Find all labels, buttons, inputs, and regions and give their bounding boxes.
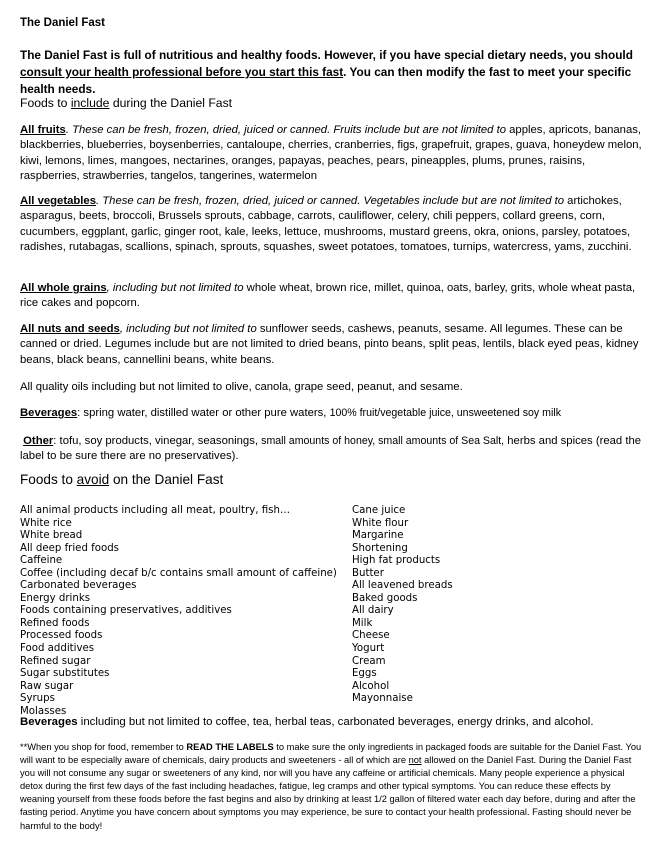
- vegetables-text: artichokes, asparagus, beets, broccoli, Brussels sprouts, cabbage, carrots, cauliflower, celery, chili peppers, collard greens, corn, cucumbers, eggplant, garlic, ginger root, kale, leeks, lettuce, mushrooms, mustard greens, okra, onions, parsley, potatoes, radishes, rutabagas, scallions, spinach, sprouts, squashes, sweet potatoes, tomatoes, turnips, watercress, yams, zucchini.: [20, 195, 632, 254]
- avoid-list-item: Refined foods: [20, 617, 90, 629]
- avoid-heading: [20, 472, 223, 487]
- avoid-list-item: White rice: [20, 517, 72, 529]
- avoid-list-item: Shortening: [352, 542, 408, 554]
- avoid-list-item: Mayonnaise: [352, 693, 413, 705]
- vegetables-paragraph: [20, 194, 646, 256]
- avoid-list-item: Sugar substitutes: [20, 668, 110, 680]
- intro-text: The Daniel Fast is full of nutritious and healthy foods. However, if you have special dietary needs, you should: [20, 48, 633, 62]
- avoid-list-item: Yogurt: [352, 643, 385, 655]
- nuts-label: All nuts and seeds: [20, 323, 120, 335]
- other-small: small amounts of honey, small amounts of Sea Salt,: [261, 435, 505, 447]
- beverages-avoid-paragraph: [20, 716, 594, 728]
- avoid-list-item: White bread: [20, 530, 83, 542]
- avoid-list-item: Margarine: [352, 530, 404, 542]
- avoid-list-item: Coffee (including decaf b/c contains small amount of caffeine): [20, 567, 337, 579]
- fruits-italic: . These can be fresh, frozen, dried, juiced or canned. Fruits include but are not limited to: [65, 124, 507, 136]
- avoid-list-item: All dairy: [352, 605, 394, 617]
- nuts-italic: , including but not limited to: [119, 323, 257, 335]
- note-text: **When you shop for food, remember to: [20, 742, 187, 752]
- avoid-list-item: Baked goods: [352, 592, 418, 604]
- fruits-paragraph: [20, 123, 646, 185]
- avoid-list-item: Milk: [352, 617, 373, 629]
- beverages-label: Beverages: [20, 407, 78, 419]
- intro-paragraph: [20, 47, 648, 98]
- grains-italic: , including but not limited to: [106, 282, 244, 294]
- vegetables-italic: . These can be fresh, frozen, dried, juiced or canned. Vegetables include but are not limited to: [95, 195, 565, 207]
- avoid-list-item: Cane juice: [352, 505, 406, 516]
- avoid-list-item: Eggs: [352, 668, 377, 680]
- note-bold: READ THE LABELS: [186, 742, 274, 752]
- shopping-note: [20, 741, 646, 833]
- avoid-list-item: Raw sugar: [20, 680, 74, 692]
- beverages-small: 100% fruit/vegetable juice, unsweetened soy milk: [329, 407, 562, 419]
- avoid-list-item: Alcohol: [352, 680, 390, 692]
- avoid-list-item: Food additives: [20, 643, 95, 655]
- avoid-list-item: All animal products including all meat, poultry, fish…: [20, 505, 291, 516]
- heading-underlined: include: [70, 96, 110, 110]
- other-paragraph: [20, 434, 646, 465]
- nuts-text: sunflower seeds, cashews, peanuts, sesame. All legumes. These can be canned or dried. Legumes include but are not limited to dried beans, pinto beans, split peas, lentils, black eyed peas, kidney beans, black beans, cannellini beans, white beans.: [20, 323, 639, 366]
- beverages-include-paragraph: [20, 406, 646, 421]
- heading-pre: Foods to: [20, 96, 71, 110]
- avoid-list-right: [352, 505, 453, 706]
- fruits-text: apples, apricots, bananas, blackberries, blueberries, boysenberries, cantaloupe, cherries, cranberries, figs, grapefruit, grapes, guava, honeydew melon, kiwi, lemons, limes, mangoes, nectarines, oranges, papayas, peaches, pears, pineapples, plums, prunes, raisins, raspberries, strawberries, tangelos, tangerines, watermelon: [20, 124, 642, 183]
- heading-underlined: avoid: [76, 472, 110, 487]
- note-text: allowed on the Daniel Fast. During the Daniel Fast you will not consume any sugar or sweeteners of any kind, nor will you have any caffeine or artificial chemicals. Many people experience a physical detox during the first few days of the fast including headaches, fatigue, leg cramps and other typical symptoms. You can reduce these effects by weaning yourself from these foods before the fast begins and also by drinking at least 1/2 gallon of filtered water each day before, during and after the fasting period. Anytime you have concern about symptoms you may experience, be sure to contact your health professional. Fasting should never be harmful to the body!: [20, 755, 636, 831]
- note-underlined: not: [408, 755, 422, 766]
- avoid-list-item: All deep fried foods: [20, 542, 119, 554]
- avoid-list-item: White flour: [352, 517, 409, 529]
- avoid-list-item: Processed foods: [20, 630, 103, 642]
- other-label: Other: [23, 435, 54, 447]
- intro-text-end: . You can then modify the fast to meet your specific health needs.: [20, 65, 632, 96]
- nuts-paragraph: [20, 322, 646, 368]
- grains-text: whole wheat, brown rice, millet, quinoa, oats, barley, grits, whole wheat pasta, rice cakes and popcorn.: [20, 282, 636, 310]
- intro-underlined: consult your health professional before you start this fast: [20, 65, 344, 79]
- grains-paragraph: [20, 281, 646, 312]
- note-text: to make sure the only ingredients in packaged foods are suitable for the Daniel Fast. You will want to be especially aware of chemicals, dairy products and sweeteners - all of which are: [20, 742, 642, 766]
- heading-pre: Foods to: [20, 472, 77, 487]
- avoid-list-item: Cheese: [352, 630, 390, 642]
- heading-post: on the Daniel Fast: [109, 472, 224, 487]
- vegetables-label: All vegetables: [20, 195, 96, 207]
- other-text-end: herbs and spices (read the label to be sure there are no preservatives).: [20, 435, 642, 463]
- oils-paragraph: All quality oils including but not limited to olive, canola, grape seed, peanut, and sesame.: [20, 381, 463, 393]
- avoid-list-item: All leavened breads: [352, 580, 453, 592]
- avoid-list-item: Cream: [352, 655, 386, 667]
- avoid-list-item: Foods containing preservatives, additives: [20, 605, 232, 617]
- avoid-list-item: Syrups: [20, 693, 55, 705]
- beverages-text: : spring water, distilled water or other pure waters,: [77, 407, 330, 419]
- grains-label: All whole grains: [20, 282, 107, 294]
- other-text: : tofu, soy products, vinegar, seasonings,: [53, 435, 262, 447]
- avoid-list-item: High fat products: [352, 555, 441, 567]
- avoid-list-item: Caffeine: [20, 555, 63, 567]
- include-heading: [20, 96, 232, 110]
- beverages-avoid-label: Beverages: [20, 716, 78, 728]
- avoid-list-item: Carbonated beverages: [20, 580, 137, 592]
- fruits-label: All fruits: [20, 124, 66, 136]
- avoid-list-item: Molasses: [20, 705, 67, 717]
- document-title: The Daniel Fast: [20, 17, 105, 29]
- avoid-list-item: Butter: [352, 567, 384, 579]
- avoid-list-item: Refined sugar: [20, 655, 91, 667]
- avoid-list-item: Energy drinks: [20, 592, 91, 604]
- heading-post: during the Daniel Fast: [109, 96, 233, 110]
- beverages-avoid-text: including but not limited to coffee, tea, herbal teas, carbonated beverages, energy drinks, and alcohol.: [77, 716, 594, 728]
- avoid-list-left: [20, 505, 337, 718]
